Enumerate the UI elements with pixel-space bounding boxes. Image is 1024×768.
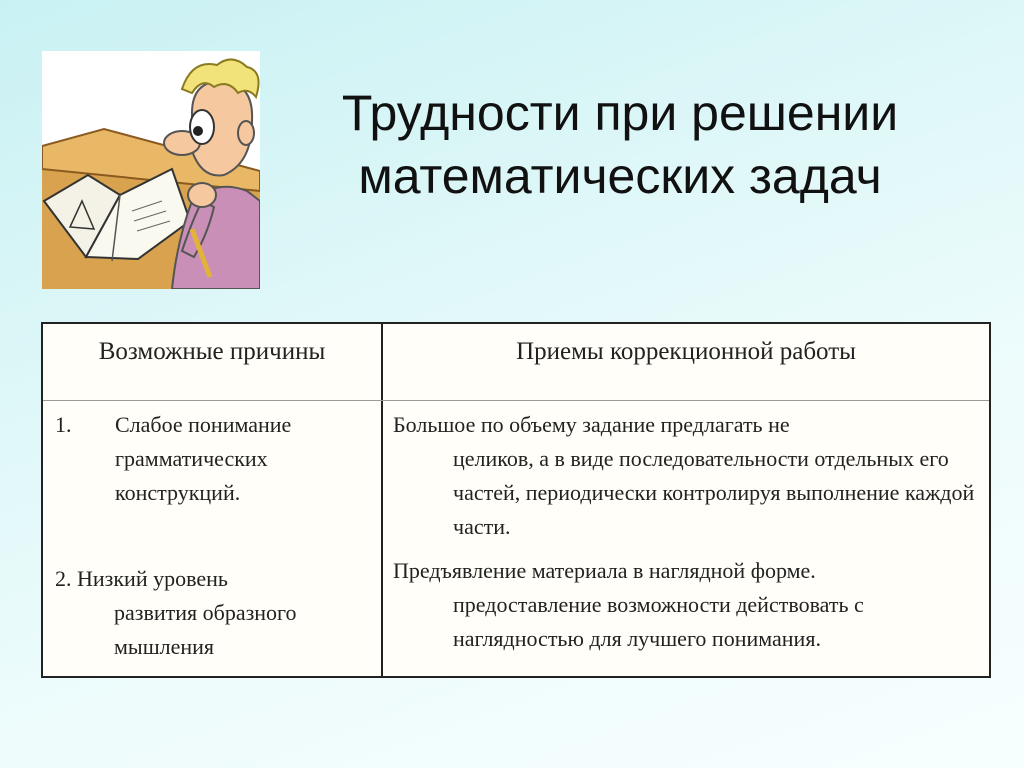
cause-2 [55, 562, 375, 664]
header-causes: Возможные причины [98, 338, 326, 365]
method-2-rest: предоставление возможности действовать с наглядностью для лучшего понимания. [453, 592, 864, 651]
cause-2-first-line: 2. Низкий уровень [55, 566, 228, 591]
header-divider [43, 400, 989, 401]
cause-1-text: Слабое понимание грамматических конструкций. [115, 412, 292, 505]
title-line-1: Трудности при решении [341, 85, 899, 141]
cause-2-rest: развития образного мышления [114, 600, 297, 659]
header-methods: Приемы коррекционной работы [516, 338, 856, 365]
method-2-first-line: Предъявление материала в наглядной форме. [393, 558, 816, 583]
cause-1-number: 1. [55, 412, 72, 437]
column-divider [381, 324, 383, 676]
method-1 [393, 408, 978, 544]
causes-methods-table [41, 322, 991, 678]
method-1-rest: целиков, а в виде последовательности отдельных его частей, периодически контролируя выполнение каждой части. [453, 446, 975, 539]
method-1-first-line: Большое по объему задание предлагать не [393, 412, 790, 437]
title-line-2: математических задач [358, 148, 882, 204]
method-2 [393, 554, 978, 656]
boy-with-book-illustration [42, 51, 260, 289]
page-title [270, 82, 970, 208]
